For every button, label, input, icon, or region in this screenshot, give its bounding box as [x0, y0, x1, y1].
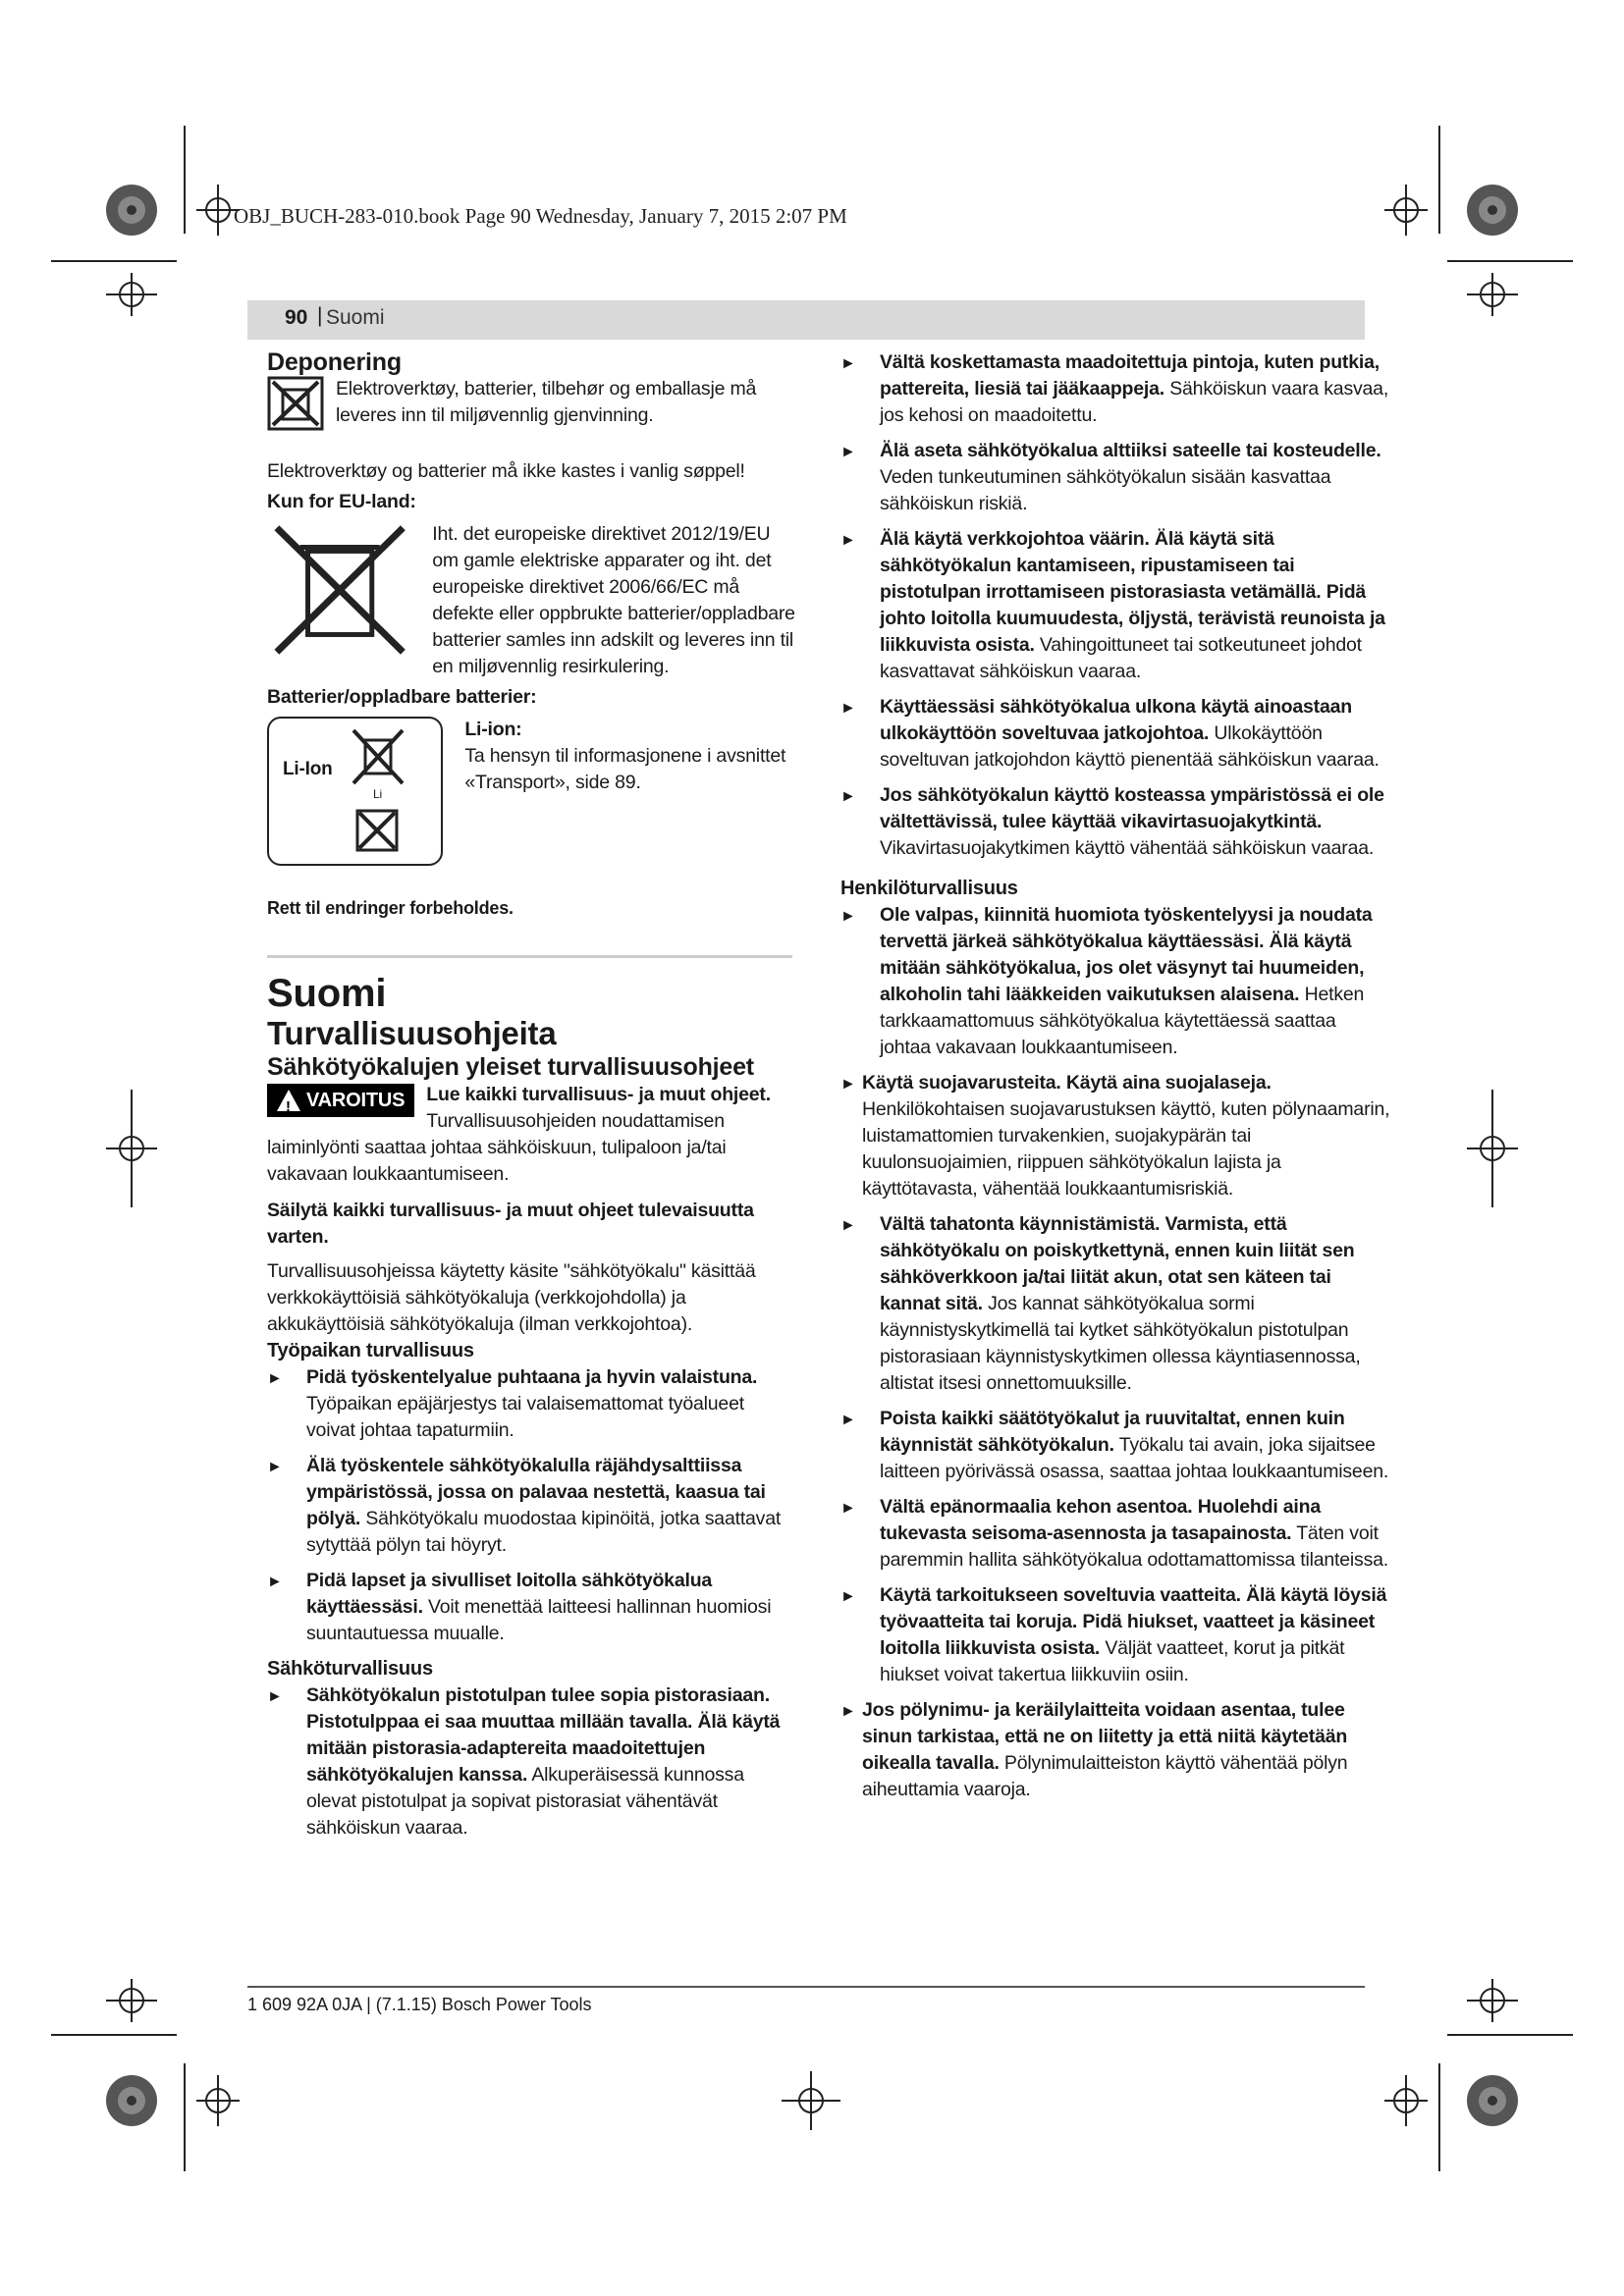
item-bold: Käyttäessäsi sähkötyökalua ulkona käytä ainoastaan ulkokäyttöön soveltuvaa jatkojohtoa.: [880, 696, 1352, 744]
item-text: Työkalu tai avain, joka sijaitsee laitteen pyörivässä osassa, saattaa johtaa loukkaantumiseen.: [880, 1434, 1389, 1482]
item-bold: Vältä epänormaalia kehon asentoa. Huolehdi aina tukevasta seisoma-asennosta ja tasapainosta.: [880, 1496, 1321, 1544]
item-bold: Sähkötyökalun pistotulpan tulee sopia pistorasiaan. Pistotulppaa ei saa muuttaa millään tavalla. Älä käytä mitään pistorasia-adaptereita maadoitettujen sähkötyökalujen kanssa.: [306, 1684, 781, 1786]
item-text: Veden tunkeutuminen sähkötyökalun sisään kasvattaa sähköiskun riskiä.: [880, 466, 1331, 514]
list-item: [840, 782, 1390, 862]
header-language: Suomi: [326, 306, 385, 329]
print-info: OBJ_BUCH-283-010.book Page 90 Wednesday, January 7, 2015 2:07 PM: [234, 204, 847, 228]
li-ion-symbol: [267, 717, 443, 866]
general-safety-title: Sähkötyökalujen yleiset turvallisuusohjeet: [267, 1053, 754, 1081]
item-bold: Pidä työskentelyalue puhtaana ja hyvin valaistuna.: [306, 1366, 758, 1388]
item-text: Alkuperäisessä kunnossa olevat pistotulpat ja sopivat pistorasiat vähentävät sähköiskun vaaraa.: [306, 1764, 744, 1839]
bullet-icon: ►: [840, 1588, 856, 1605]
battery-crossed-icon: [355, 809, 399, 852]
item-text: Väljät vaatteet, korut ja pitkät hiukset voivat takertua liikkuviin osiin.: [880, 1637, 1345, 1685]
list-item: [840, 1070, 1390, 1202]
battery-heading: Batterier/oppladbare batterier:: [267, 686, 537, 708]
warning-block: [267, 1082, 797, 1188]
bullet-icon: ►: [840, 908, 856, 925]
item-bold: Jos sähkötyökalun käyttö kosteassa ympäristössä ei ole vältettävissä, tulee käyttää vikavirtasuojakytkintä.: [880, 784, 1384, 832]
list-item: [840, 1211, 1390, 1397]
warning-label: VAROITUS: [306, 1089, 406, 1111]
bullet-icon: ►: [840, 1500, 856, 1517]
left-column: [267, 349, 797, 1850]
item-bold: Ole valpas, kiinnitä huomiota työskentelyysi ja noudata tervettä järkeä sähkötyökalua käyttäessäsi. Älä käytä mitään sähkötyökalua, jos olet väsynyt tai huumeiden, alkoholin tahi lääkkeiden vaikutuksen alaisena.: [880, 904, 1373, 1005]
eu-heading: Kun for EU-land:: [267, 491, 416, 512]
list-item: [840, 1406, 1390, 1485]
bullet-icon: ►: [267, 1370, 283, 1387]
recycling-row: [267, 376, 797, 431]
bullet-icon: ►: [267, 1688, 283, 1705]
item-bold: Vältä koskettamasta maadoitettuja pintoja, kuten putkia, pattereita, liesiä tai jääkaappeja.: [880, 351, 1380, 400]
bullet-icon: ►: [267, 1459, 283, 1475]
bullet-icon: ►: [840, 1076, 856, 1093]
item-text: Hetken tarkkaamattomuus sähkötyökalua käytettäessä saattaa johtaa vakavaan loukkaantumiseen.: [880, 984, 1365, 1058]
list-item: [840, 438, 1390, 517]
list-item: [840, 902, 1390, 1061]
item-bold: Vältä tahatonta käynnistämistä. Varmista, että sähkötyökalu on poiskytkettynä, ennen kuin liität sen sähköverkkoon ja/tai liität akun, otat sen käteen tai kannat sitä.: [880, 1213, 1355, 1314]
li-small-label: Li: [373, 787, 382, 801]
item-text: Täten voit paremmin hallita sähkötyökalua odottamattomissa tilanteissa.: [880, 1522, 1389, 1571]
bullet-icon: ►: [840, 1703, 856, 1720]
work-area-heading: Työpaikan turvallisuus: [267, 1340, 474, 1362]
turvallisuus-title: Turvallisuusohjeita: [267, 1015, 557, 1051]
list-item: [840, 694, 1390, 774]
item-text: Pölynimulaitteiston käyttö vähentää pölyn aiheuttamia vaaroja.: [862, 1752, 1348, 1800]
bullet-icon: ►: [840, 788, 856, 805]
item-text: Henkilökohtaisen suojavarustuksen käyttö, kuten pölynaamarin, luistamattomien turvakenkien, suojakypärän tai kuulonsuojaimien, riippuen sähkötyökalun lajista ja käyttötavasta, vähentää loukkaantumisriskiä.: [862, 1098, 1390, 1200]
item-text: Ulkokäyttöön soveltuvan jatkojohdon käyttö pienentää sähköiskun vaaraa.: [880, 722, 1380, 771]
list-item: [840, 526, 1390, 685]
deponering-warning: Elektroverktøy og batterier må ikke kastes i vanlig søppel!: [267, 460, 745, 482]
item-text: Jos kannat sähkötyökalua sormi käynnistyskytkimellä tai kytket sähkötyökalun pistotulpan pistorasiaan käynnistyskytkimen ollessa käyntiasennossa, altistat itsesi onnettomuuksille.: [880, 1293, 1361, 1394]
footer-rule: [247, 1986, 1365, 1988]
bullet-icon: ►: [840, 444, 856, 460]
list-item: [267, 1682, 797, 1842]
item-bold: Pidä lapset ja sivulliset loitolla sähkötyökalua käyttäessäsi.: [306, 1570, 713, 1618]
item-bold: Poista kaikki säätötyökalut ja ruuvitaltat, ennen kuin käynnistät sähkötyökalun.: [880, 1408, 1345, 1456]
right-column: [840, 349, 1390, 1812]
li-ion-text: Ta hensyn til informasjonene i avsnittet «Transport», side 89.: [464, 745, 786, 793]
page-number: 90: [285, 306, 308, 329]
list-item: [840, 1697, 1390, 1803]
warning-text: Turvallisuusohjeiden noudattamisen laiminlyönti saattaa johtaa sähköiskuun, tulipaloon ja/tai vakavaan loukkaantumiseen.: [267, 1110, 727, 1185]
recycling-bin-crossed-icon: [267, 376, 324, 431]
warning-bold: Lue kaikki turvallisuus- ja muut ohjeet.: [426, 1084, 771, 1105]
item-text: Vikavirtasuojakytkimen käyttö vähentää sähköiskun vaaraa.: [880, 837, 1375, 859]
battery-row: [267, 717, 797, 866]
item-bold: Älä käytä verkkojohtoa väärin. Älä käytä sitä sähkötyökalun kantamiseen, ripustamiseen tai pistotulpan irrottamiseen pistorasiasta vetämällä. Pidä johto loitolla kuumuudesta, öljystä, terävistä reunoista ja liikkuvista osista.: [880, 528, 1385, 656]
warning-badge: [267, 1084, 414, 1117]
bullet-icon: ►: [840, 700, 856, 717]
item-bold: Älä aseta sähkötyökalua alttiiksi sateelle tai kosteudelle.: [880, 440, 1381, 461]
item-bold: Käytä tarkoitukseen soveltuvia vaatteita. Älä käytä löysiä työvaatteita tai koruja. Pidä hiukset, vaatteet ja käsineet loitolla liikkuvista osista.: [880, 1584, 1387, 1659]
list-item: [840, 1494, 1390, 1574]
item-text: Työpaikan epäjärjestys tai valaisemattomat työalueet voivat johtaa tapaturmiin.: [306, 1393, 744, 1441]
item-bold: Jos pölynimu- ja keräilylaitteita voidaan asentaa, tulee sinun tarkistaa, että ne on liitetty ja että niitä käytetään oikealla tavalla.: [862, 1699, 1348, 1774]
deponering-text: Elektroverktøy, batterier, tilbehør og emballasje må leveres inn til miljøvennlig gjenvinning.: [336, 378, 757, 426]
battery-bin-crossed-icon: [352, 728, 405, 787]
item-text: Voit menettää laitteesi hallinnan huomiosi suuntautuessa muualle.: [306, 1596, 772, 1644]
changes-note: Rett til endringer forbeholdes.: [267, 898, 514, 918]
list-item: [267, 1568, 797, 1647]
header-separator: |: [317, 304, 323, 327]
eu-text: Iht. det europeiske direktivet 2012/19/EU om gamle elektriske apparater og iht. det europeiske direktivet 2006/66/EC må defekte eller oppbrukte batterier/oppladbare batterier samles inn adskilt og leveres inn til en miljøvennlig resirkulering.: [432, 523, 795, 677]
bullet-icon: ►: [840, 1217, 856, 1234]
list-item: [267, 1364, 797, 1444]
definition-text: Turvallisuusohjeissa käytetty käsite "sähkötyökalu" käsittää verkkokäyttöisiä sähkötyökaluja (verkkojohdolla) ja akkukäyttöisiä sähkötyökaluja (ilman verkkojohtoa).: [267, 1260, 756, 1335]
warning-triangle-icon: !: [277, 1090, 300, 1111]
electrical-safety-heading: Sähköturvallisuus: [267, 1658, 433, 1680]
item-text: Sähkötyökalu muodostaa kipinöitä, jotka saattavat sytyttää pölyn tai höyryt.: [306, 1508, 782, 1556]
personal-safety-heading: Henkilöturvallisuus: [840, 878, 1018, 899]
li-ion-heading: Li-ion:: [464, 719, 522, 740]
list-item: [267, 1453, 797, 1559]
item-text: Sähköiskun vaara kasvaa, jos kehosi on maadoitettu.: [880, 378, 1389, 426]
weee-bin-crossed-icon: [267, 521, 412, 659]
bullet-icon: ►: [840, 355, 856, 372]
bullet-icon: ►: [267, 1574, 283, 1590]
item-bold: Käytä suojavarusteita. Käytä aina suojalaseja.: [862, 1072, 1272, 1094]
header-bar: [247, 300, 1365, 340]
suomi-title: Suomi: [267, 972, 387, 1015]
eu-row: [267, 521, 797, 680]
footer-text: 1 609 92A 0JA | (7.1.15) Bosch Power Tools: [247, 1995, 592, 2014]
bullet-icon: ►: [840, 532, 856, 549]
list-item: [840, 349, 1390, 429]
item-text: Vahingoittuneet tai sotkeutuneet johdot kasvattavat sähköiskun vaaraa.: [880, 634, 1362, 682]
list-item: [840, 1582, 1390, 1688]
item-bold: Älä työskentele sähkötyökalulla räjähdysalttiissa ympäristössä, jossa on palavaa nestettä, kaasua tai pölyä.: [306, 1455, 766, 1529]
li-ion-block: [464, 717, 797, 796]
deponering-title: Deponering: [267, 348, 402, 376]
bullet-icon: ►: [840, 1412, 856, 1428]
section-divider: [267, 955, 792, 958]
li-ion-label: Li-Ion: [283, 759, 333, 779]
keep-instructions: Säilytä kaikki turvallisuus- ja muut ohjeet tulevaisuutta varten.: [267, 1200, 754, 1248]
